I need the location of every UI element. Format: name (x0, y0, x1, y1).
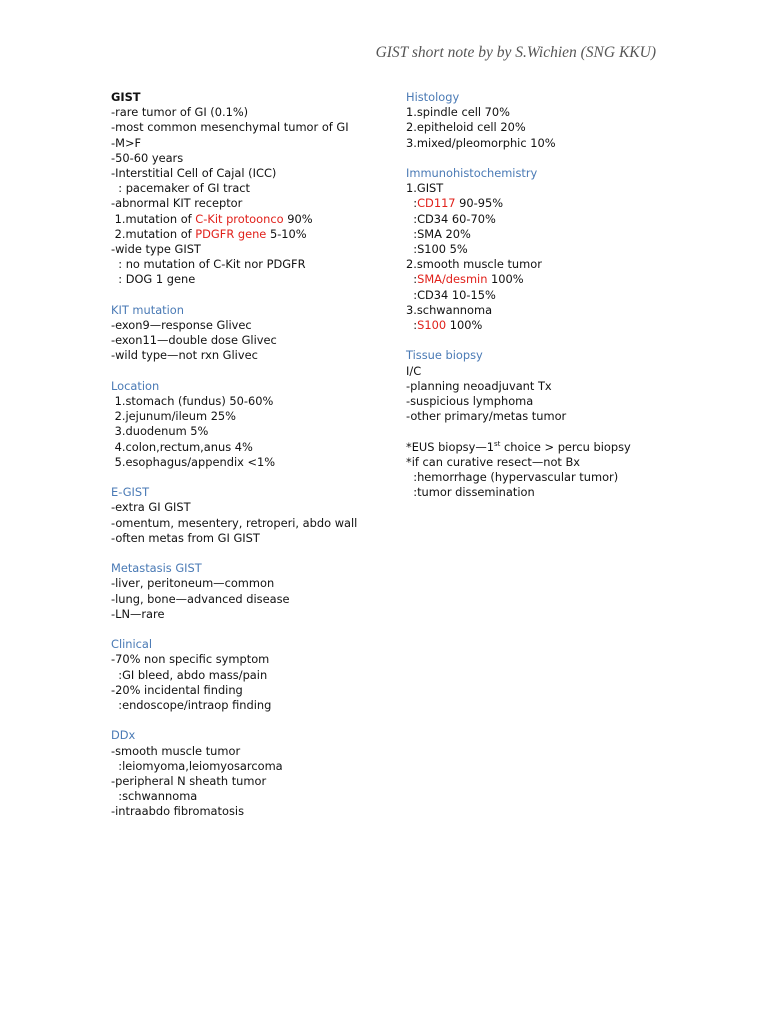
note-line: 2.jejunum/ileum 25% (111, 409, 237, 424)
note-text: 90% (283, 211, 313, 226)
note-line: :hemorrhage (hypervascular tumor) (406, 470, 619, 485)
note-line: -50-60 years (111, 150, 184, 165)
note-line: -exon9—response Glivec (111, 318, 252, 333)
tissue-biopsy-heading: Tissue biopsy (406, 348, 483, 363)
note-line: -other primary/metas tumor (406, 409, 567, 424)
note-line: 3.mixed/pleomorphic 10% (406, 135, 556, 150)
note-line (406, 272, 706, 287)
note-line: -70% non specific symptom (111, 652, 270, 667)
note-line: -liver, peritoneum—common (111, 576, 275, 591)
note-line (111, 227, 401, 242)
note-text: : (406, 196, 418, 211)
note-line: 4.colon,rectum,anus 4% (111, 439, 253, 454)
note-line: 1.stomach (fundus) 50-60% (111, 394, 274, 409)
left-column (111, 90, 401, 820)
right-column (406, 90, 706, 500)
note-line: -omentum, mesentery, retroperi, abdo wall (111, 515, 358, 530)
note-text: 100% (446, 318, 483, 333)
note-line: -suspicious lymphoma (406, 394, 534, 409)
ihc-heading: Immunohistochemistry (406, 166, 538, 180)
note-text: 2.mutation of (111, 226, 196, 241)
note-text: 100% (487, 272, 524, 287)
highlight-text: PDGFR gene (195, 226, 267, 241)
histology-heading: Histology (406, 90, 460, 104)
note-text: 90-95% (455, 196, 504, 211)
metastasis-heading: Metastasis GIST (111, 561, 202, 576)
note-line: 1.spindle cell 70% (406, 105, 510, 120)
note-line: 5.esophagus/appendix <1% (111, 454, 276, 469)
highlight-text: S100 (417, 318, 447, 333)
note-line: :leiomyoma,leiomyosarcoma (111, 758, 283, 773)
spacer (111, 288, 401, 303)
note-line: 3.duodenum 5% (111, 424, 209, 439)
note-text: : (406, 318, 418, 333)
note-line: -Interstitial Cell of Cajal (ICC) (111, 166, 277, 181)
document-header: GIST short note by by S.Wichien (SNG KKU) (375, 44, 656, 61)
note-line: :SMA 20% (406, 226, 471, 241)
location-heading: Location (111, 378, 160, 393)
superscript: st (494, 439, 501, 448)
spacer (111, 622, 401, 637)
note-line (406, 440, 706, 455)
note-line: -wild type—not rxn Glivec (111, 348, 258, 363)
note-line: -smooth muscle tumor (111, 743, 241, 758)
note-text: 5-10% (266, 226, 307, 241)
note-line: 2.epitheloid cell 20% (406, 120, 526, 135)
note-line: : pacemaker of GI tract (111, 181, 251, 196)
note-text: choice > percu biopsy (500, 439, 631, 454)
note-line: I/C (406, 363, 422, 378)
note-text: *EUS biopsy—1 (406, 439, 494, 454)
note-line: :endoscope/intraop finding (111, 698, 272, 713)
note-line: -LN—rare (111, 606, 165, 621)
note-line (111, 212, 401, 227)
note-line: 2.smooth muscle tumor (406, 257, 542, 272)
note-line: :schwannoma (111, 789, 198, 804)
clinical-heading: Clinical (111, 637, 153, 652)
spacer (406, 333, 706, 348)
highlight-text: C-Kit protoonco (195, 211, 284, 226)
note-line: -intraabdo fibromatosis (111, 804, 245, 819)
spacer (406, 424, 706, 439)
highlight-text: SMA/desmin (417, 272, 488, 287)
ddx-heading: DDx (111, 728, 136, 743)
spacer (111, 470, 401, 485)
note-line: -20% incidental finding (111, 682, 243, 697)
note-line: 3.schwannoma (406, 302, 493, 317)
note-line: -often metas from GI GIST (111, 530, 260, 545)
note-line (406, 318, 706, 333)
spacer (111, 713, 401, 728)
note-line: -extra GI GIST (111, 500, 191, 515)
note-line: :GI bleed, abdo mass/pain (111, 667, 268, 682)
gist-heading: GIST (111, 90, 141, 104)
note-text: 1.mutation of (111, 211, 196, 226)
note-line: -planning neoadjuvant Tx (406, 378, 552, 393)
note-line: 1.GIST (406, 181, 444, 196)
kit-mutation-heading: KIT mutation (111, 302, 184, 317)
note-line: : no mutation of C-Kit nor PDGFR (111, 257, 306, 272)
note-line: -rare tumor of GI (0.1%) (111, 105, 249, 120)
note-line: -most common mesenchymal tumor of GI (111, 120, 349, 135)
note-line: *if can curative resect—not Bx (406, 454, 581, 469)
note-line: -lung, bone—advanced disease (111, 591, 290, 606)
spacer (406, 151, 706, 166)
note-line: :CD34 10-15% (406, 287, 496, 302)
note-line: :tumor dissemination (406, 485, 535, 500)
note-line: :S100 5% (406, 242, 468, 257)
note-line: :CD34 60-70% (406, 211, 496, 226)
note-line: -peripheral N sheath tumor (111, 774, 267, 789)
note-text: : (406, 272, 418, 287)
note-line: : DOG 1 gene (111, 272, 196, 287)
note-line (406, 196, 706, 211)
spacer (111, 546, 401, 561)
note-line: -M>F (111, 135, 142, 150)
note-line: -exon11—double dose Glivec (111, 333, 277, 348)
egist-heading: E-GIST (111, 485, 150, 500)
highlight-text: CD117 (417, 196, 456, 211)
spacer (111, 364, 401, 379)
note-line: -abnormal KIT receptor (111, 196, 243, 211)
note-line: -wide type GIST (111, 242, 201, 257)
